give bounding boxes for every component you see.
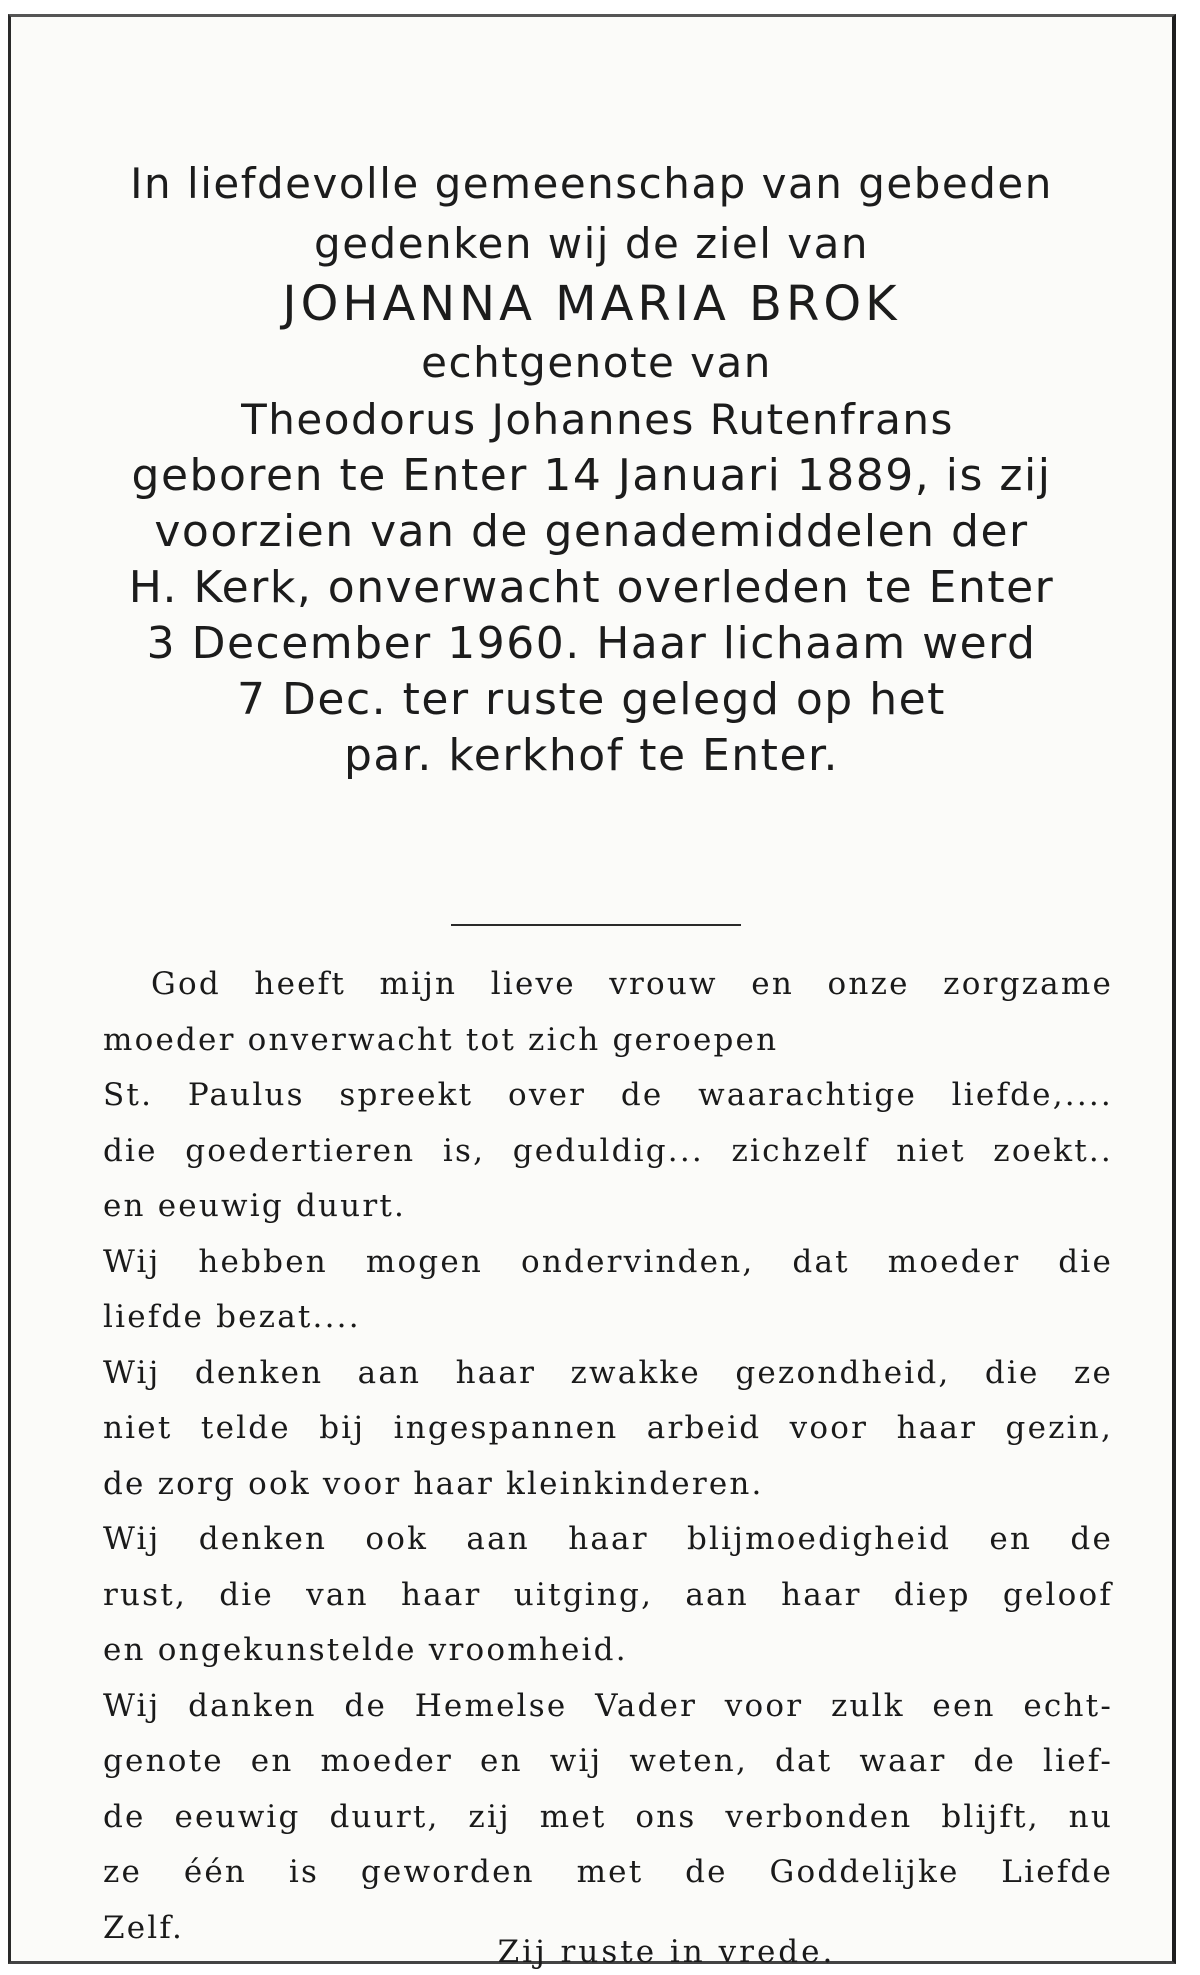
- spouse-name: Theodorus Johannes Rutenfrans: [241, 395, 954, 444]
- text-line: niet telde bij ingespannen arbeid voor haar gezin,: [103, 1410, 1113, 1446]
- text-line: rust, die van haar uitging, aan haar diep geloof: [103, 1576, 1113, 1613]
- text-line: God heeft mijn lieve vrouw en onze zorgzame: [151, 966, 1113, 1002]
- section-divider: [451, 924, 741, 926]
- text-line: en eeuwig duurt.: [103, 1188, 407, 1224]
- intro-line-2: gedenken wij de ziel van: [314, 219, 869, 268]
- text-line: Zelf.: [103, 1909, 185, 1946]
- memorial-card: [8, 14, 1176, 1970]
- detail-line: H. Kerk, onverwacht overleden te Enter: [128, 562, 1055, 613]
- text-line: Wij denken ook aan haar blijmoedigheid en de: [103, 1521, 1113, 1557]
- detail-line: par. kerkhof te Enter.: [343, 730, 840, 781]
- text-line: St. Paulus spreekt over de waarachtige liefde,....: [103, 1077, 1113, 1113]
- text-line: de zorg ook voor haar kleinkinderen.: [103, 1465, 764, 1502]
- text-line: Wij denken aan haar zwakke gezondheid, die ze: [103, 1354, 1113, 1391]
- text-line: en ongekunstelde vroomheid.: [103, 1632, 628, 1668]
- detail-line: 3 December 1960. Haar lichaam werd: [146, 618, 1037, 669]
- detail-line: 7 Dec. ter ruste gelegd op het: [237, 674, 946, 725]
- intro-line: In liefdevolle gemeenschap van gebeden: [130, 159, 1053, 208]
- deceased-name: JOHANNA MARIA BROK: [282, 276, 901, 332]
- memorial-header: [11, 159, 1172, 784]
- text-line: Wij danken de Hemelse Vader voor zulk een echt-: [103, 1687, 1113, 1724]
- text-line: de eeuwig duurt, zij met ons verbonden blijft, nu: [103, 1798, 1113, 1835]
- detail-line: voorzien van de genademiddelen der: [154, 506, 1029, 557]
- text-line: moeder onverwacht tot zich geroepen: [103, 1021, 779, 1058]
- text-line: genote en moeder en wij weten, dat waar de lief-: [103, 1743, 1113, 1779]
- spouse-intro: echtgenote van: [421, 338, 772, 387]
- memorial-text: [103, 957, 1113, 1956]
- detail-line: geboren te Enter 14 Januari 1889, is zij: [131, 450, 1052, 501]
- text-line: ze één is geworden met de Goddelijke Liefde: [103, 1854, 1113, 1890]
- closing-blessing: Zij ruste in vrede.: [497, 1934, 836, 1970]
- text-line: liefde bezat....: [103, 1299, 361, 1335]
- text-line: die goedertieren is, geduldig... zichzelf niet zoekt..: [103, 1132, 1113, 1169]
- text-line: Wij hebben mogen ondervinden, dat moeder die: [103, 1243, 1113, 1280]
